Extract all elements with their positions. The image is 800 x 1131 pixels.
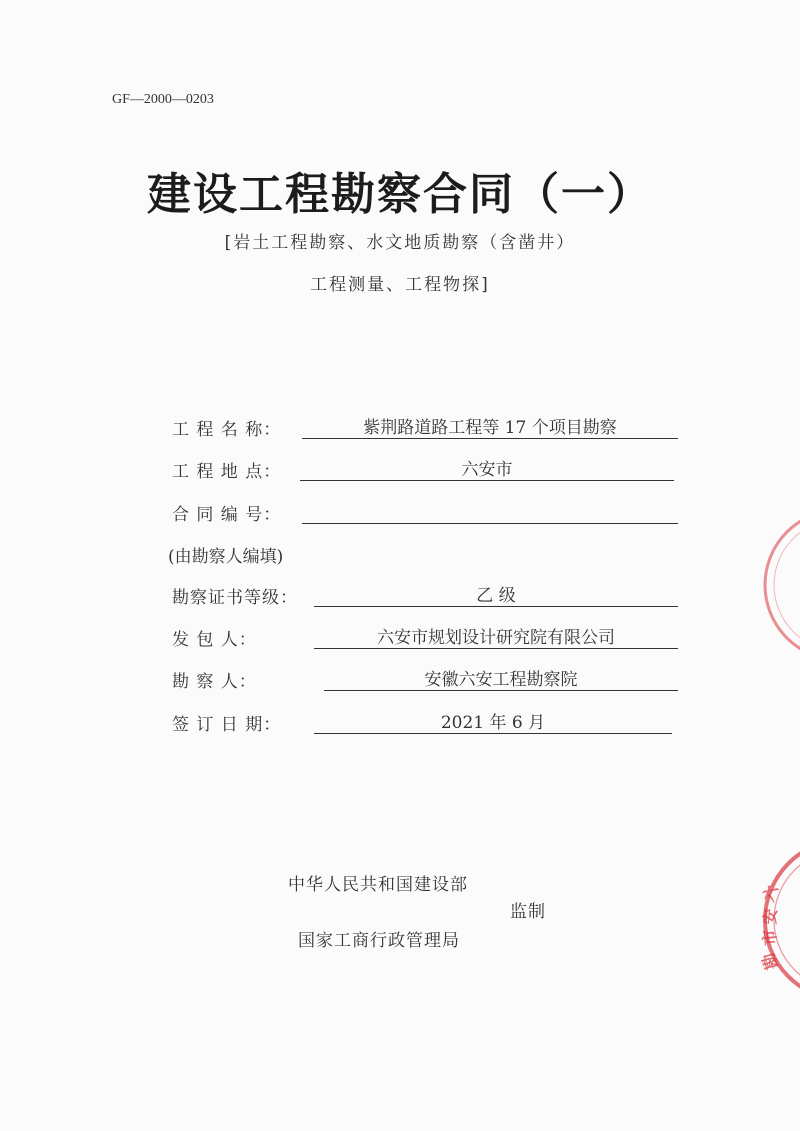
field-project-name [172, 415, 682, 439]
field-contract-no [172, 500, 682, 524]
issuer-ministry-construction: 中华人民共和国建设部 [288, 875, 468, 895]
field-contract-no-value [302, 503, 678, 524]
field-surveyor [172, 667, 682, 691]
field-cert-grade [172, 583, 682, 607]
field-sign-date [172, 710, 682, 734]
issuer-saic: 国家工商行政管理局 [298, 931, 460, 951]
seal-stamp-upper [755, 510, 800, 660]
contract-no-note: (由勘察人编填) [168, 547, 284, 567]
document-subtitle-line1: [岩土工程勘察、水文地质勘察（含凿井） [224, 233, 576, 253]
document-title: 建设工程勘察合同（一） [147, 169, 653, 220]
field-client [172, 625, 682, 649]
field-sign-date-label: 签 订 日 期： [172, 715, 282, 735]
field-project-location-value: 六安市 [300, 460, 674, 481]
field-project-name-value: 紫荆路道路工程等 17 个项目勘察 [302, 418, 678, 439]
field-contract-no-label: 合 同 编 号： [172, 505, 282, 525]
svg-text:市: 市 [759, 928, 780, 947]
svg-text:六: 六 [758, 882, 783, 905]
field-cert-grade-label: 勘察证书等级： [172, 588, 298, 608]
field-project-location-label: 工 程 地 点： [172, 462, 282, 482]
document-subtitle-line2: 工程测量、工程物探] [310, 275, 490, 295]
field-surveyor-label: 勘 察 人： [172, 672, 257, 692]
field-project-name-label: 工 程 名 称： [172, 420, 282, 440]
field-project-location [172, 457, 682, 481]
issuer-supervise: 监制 [510, 902, 546, 922]
field-client-label: 发 包 人： [172, 630, 257, 650]
seal-stamp-lower [745, 845, 800, 995]
document-code: GF—2000—0203 [112, 92, 214, 107]
field-cert-grade-value: 乙 级 [314, 586, 678, 607]
field-client-value: 六安市规划设计研究院有限公司 [314, 628, 678, 649]
field-surveyor-value: 安徽六安工程勘察院 [324, 670, 678, 691]
field-sign-date-value: 2021 年 6 月 [314, 713, 672, 734]
svg-text:安: 安 [760, 907, 781, 926]
svg-text:勘: 勘 [758, 950, 782, 973]
